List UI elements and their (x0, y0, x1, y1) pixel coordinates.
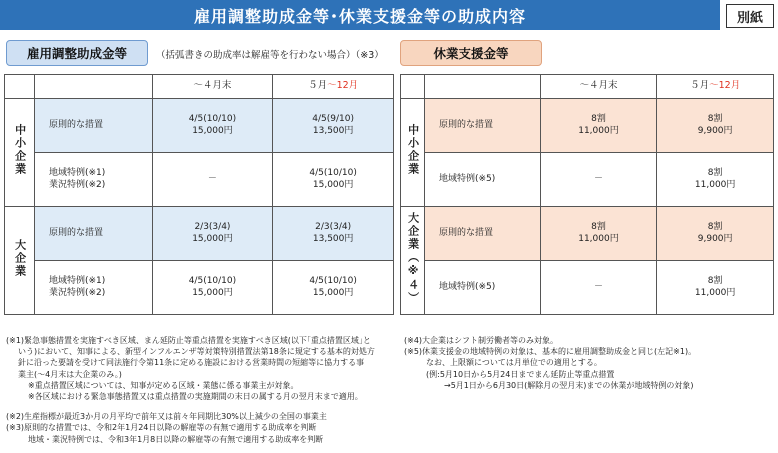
appendix-label: 別紙 (726, 4, 774, 28)
footnote: いう)において、知事による、新型インフルエンザ等対策特別措置法第18条に規定する基本的対処方 (18, 347, 375, 357)
footnote: なお、上限額については月単位での適用とする。 (426, 358, 602, 368)
table-row (5, 207, 394, 261)
table-row (5, 99, 394, 153)
cell-value: 8割 11,000円 (540, 99, 657, 153)
leave-support-tag: 休業支援金等 (400, 40, 542, 66)
leave-support-table (400, 74, 774, 315)
footnotes-left (6, 335, 398, 445)
footnote: 地域・業況特例では、令和3年1月8日以降の解雇等の有無で適用する助成率を判断 (28, 434, 324, 444)
row-label: 原則的な措置 (424, 207, 540, 261)
cell-value: － (152, 153, 273, 207)
subsidy-rate-note: （括弧書きの助成率は解雇等を行わない場合）（※3） (156, 50, 384, 61)
footnote: (※1)緊急事態措置を実施すべき区域、まん延防止等重点措置を実施すべき区域(以下｢重点措置区域｣と (6, 336, 371, 345)
category-sme: 中小企業 (401, 99, 425, 207)
footnote: 業主(～4月末は大企業のみ。) (18, 369, 122, 379)
table-row (5, 153, 394, 207)
employment-subsidy-tag: 雇用調整助成金等 (6, 40, 148, 66)
table-row (401, 153, 774, 207)
cell-value: 4/5(10/10) 15,000円 (273, 153, 394, 207)
cell-value: 2/3(3/4) 13,500円 (273, 207, 394, 261)
cell-value: 4/5(10/10) 15,000円 (273, 261, 394, 315)
footnote: ※各区域における緊急事態措置又は重点措置の実施期間の末日の属する月の翌月末まで適用。 (28, 391, 363, 401)
footnote: (※3)原則的な措置では、令和2年1月24日以降の解雇等の有無で適用する助成率を判断 (6, 423, 317, 433)
cell-value: 2/3(3/4) 15,000円 (152, 207, 273, 261)
footnote: (※4)大企業はシフト制労働者等のみ対象。 (404, 336, 559, 345)
page-title: 雇用調整助成金等･休業支援金等の助成内容 (0, 0, 720, 30)
row-label: 原則的な措置 (424, 99, 540, 153)
table-header-row (401, 75, 774, 99)
row-label: 原則的な措置 (34, 99, 152, 153)
footnote: (例:5月10日から5月24日までまん延防止等重点措置 (426, 369, 615, 379)
footnote: 針に沿った要請を受けて同法施行令第11条に定める施設における営業時間の短縮等に協力する事 (18, 358, 365, 368)
cell-value: 8割 11,000円 (657, 153, 774, 207)
col-header-may-dec: ５月～12月 (273, 75, 394, 99)
table-row (401, 261, 774, 315)
col-header-to-april: ～４月末 (540, 75, 657, 99)
category-large: 大企業（※４） (401, 207, 425, 315)
footnotes-right (404, 335, 776, 391)
footnote: (※2)生産指標が最近3か月の月平均で前年又は前々年同期比30%以上減少の全国の事業主 (6, 412, 327, 422)
category-large: 大企業 (5, 207, 35, 315)
footnote: →5月1日から6月30日(解除月の翌月末)までの休業が地域特例の対象) (444, 380, 694, 390)
table-row (401, 99, 774, 153)
cell-value: － (540, 261, 657, 315)
table-header-row (5, 75, 394, 99)
cell-value: 8割 11,000円 (657, 261, 774, 315)
row-label: 地域特例(※1) 業況特例(※2) (34, 153, 152, 207)
row-label: 地域特例(※5) (424, 153, 540, 207)
cell-value: 8割 9,900円 (657, 99, 774, 153)
col-header-may-dec: ５月～12月 (657, 75, 774, 99)
row-label: 地域特例(※5) (424, 261, 540, 315)
row-label: 原則的な措置 (34, 207, 152, 261)
cell-value: － (540, 153, 657, 207)
row-label: 地域特例(※1) 業況特例(※2) (34, 261, 152, 315)
table-row (401, 207, 774, 261)
footnote: (※5)休業支援金の地域特例の対象は、基本的に雇用調整助成金と同じ(左記※1)。 (404, 347, 697, 357)
cell-value: 8割 9,900円 (657, 207, 774, 261)
category-sme: 中小企業 (5, 99, 35, 207)
cell-value: 4/5(10/10) 15,000円 (152, 261, 273, 315)
table-row (5, 261, 394, 315)
col-header-to-april: ～４月末 (152, 75, 273, 99)
cell-value: 4/5(9/10) 13,500円 (273, 99, 394, 153)
cell-value: 4/5(10/10) 15,000円 (152, 99, 273, 153)
employment-subsidy-table (4, 74, 394, 315)
footnote: ※重点措置区域については、知事が定める区域・業態に係る事業主が対象。 (28, 380, 299, 390)
cell-value: 8割 11,000円 (540, 207, 657, 261)
